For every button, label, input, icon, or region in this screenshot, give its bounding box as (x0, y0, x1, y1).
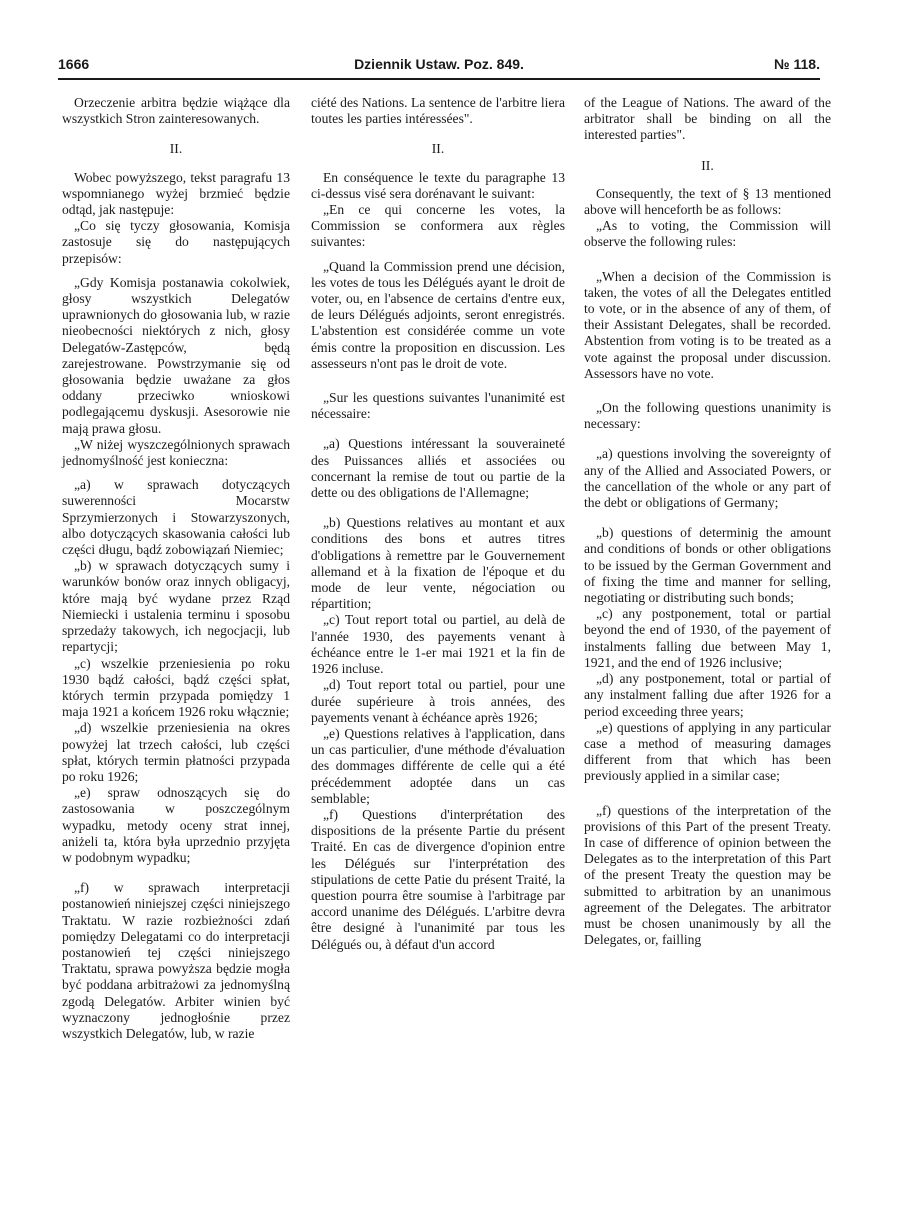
pl-voting-rule: „Gdy Komisja postanawia cokolwiek, głosy wszystkich Delegatów uprawnionych do głosowania lub, w razie nieobecności niektórych z nich, głosy Delegatów-Zastępców, będą zarejestrowane. Powstrzymanie się od głosowania będzie uważane za głos oddany przeciwko wnioskowi podlegającemu dyskusji. Asesorowie nie mają prawa głosu. (62, 274, 290, 436)
fr-consequence: En conséquence le texte du paragraphe 13 ci-dessus visé sera dorénavant le suivant: (311, 169, 565, 201)
issue-number: № 118. (774, 56, 820, 72)
fr-item-c: „c) Tout report total ou partiel, au delà de l'année 1930, des payements venant à échéance entre le 1-er mai 1921 et la fin de 1926 incluse. (311, 612, 565, 677)
pl-intro: Orzeczenie arbitra będzie wiążące dla wszystkich Stron zainteresowanych. (62, 95, 290, 127)
page-number: 1666 (58, 56, 90, 72)
en-consequently: Consequently, the text of § 13 mentioned above will henceforth be as follows: (584, 185, 831, 218)
polish-column (62, 95, 290, 1042)
en-voting-rule: „When a decision of the Commission is taken, the votes of all the Delegates entitled to vote, or in the absence of any of them, of their Assistant Delegates, shall be recorded. Abstention from voting is to be treated as a vote against the proposal under discussion. Assessors have no vote. (584, 268, 831, 381)
fr-item-b: „b) Questions relatives au montant et aux conditions des bons et autres titres d'obligations à remettre par le Gouvernement allemand et à la fixation de l'époque et du mode de leur vente, négociation ou répartition; (311, 515, 565, 612)
english-column (584, 95, 831, 948)
french-column (311, 95, 565, 953)
en-item-f: „f) questions of the interpretation of the provisions of this Part of the present Treaty. In case of difference of opinion between the Delegates as to the interpretation of this Part of the present Treaty the question may be submitted to arbitration by an unanimous agreement of the Delegates. The arbitrator must be chosen unanimously by all the Delegates, or, failling (584, 802, 831, 948)
en-item-c: „c) any postponement, total or partial beyond the end of 1930, of the payement of instalments falling due between May 1, 1921, and the end of 1926 inclusive; (584, 606, 831, 670)
pl-item-b: „b) w sprawach dotyczących sumy i warunków bonów oraz innych obligacyj, które mają być wydane przez Rząd Niemiecki i ustalenia terminu i sposobu sprzedaży takowych, ich negocjacji, lub repartycji; (62, 558, 290, 655)
pl-section-heading: II. (169, 141, 183, 157)
en-item-e: „e) questions of applying in any particular case a method of measuring damages different from that which has been previously applied in a similar case; (584, 719, 831, 784)
journal-title: Dziennik Ustaw. Poz. 849. (354, 56, 524, 72)
en-item-b: „b) questions of determinig the amount and conditions of bonds or other obligations to be issued by the German Government and of fixing the time and manner for selling, negotiating or distributing such bonds; (584, 525, 831, 606)
fr-voting-intro: „En ce qui concerne les votes, la Commission se conformera aux règles suivantes: (311, 202, 565, 250)
pl-item-f: „f) w sprawach interpretacji postanowień niniejszej części niniejszego Traktatu. W razie rozbieżności zdań pomiędzy Delegatami co do interpretacji postanowień tej części niniejszego Traktatu, sprawa powyższa będzie mogła być poddana arbitrażowi za jednomyślną zgodą Delegatów. Arbiter winien być wyznaczony jednogłośnie przez wszystkich Delegatów, lub, w razie (62, 880, 290, 1041)
en-unanimity-intro: „On the following questions unanimity is necessary: (584, 400, 831, 432)
header-rule (58, 78, 820, 80)
fr-item-e: „e) Questions relatives à l'application, dans un cas particulier, d'une méthode d'évaluation des dommages différente de celle qui a été précédemment adoptée dans un cas semblable; (311, 725, 565, 806)
en-item-a: „a) questions involving the sovereignty of any of the Allied and Associated Powers, or the cancellation of the whole or any part of the debt or obligations of Germany; (584, 446, 831, 511)
fr-section-heading: II. (431, 141, 445, 157)
fr-item-d: „d) Tout report total ou partiel, pour une durée supérieure à trois années, des payements venant à échéance après 1926; (311, 677, 565, 725)
pl-wobec: Wobec powyższego, tekst paragrafu 13 wspomnianego wyżej brzmieć będzie odtąd, jak następuje: (62, 169, 290, 218)
pl-item-c: „c) wszelkie przeniesienia po roku 1930 bądź całości, bądź części spłat, których termin przypada pomiędzy 1 maja 1921 a końcem 1926 roku włącznie; (62, 655, 290, 720)
fr-item-f: „f) Questions d'interprétation des dispositions de la présente Partie du présent Traité. En cas de divergence d'opinion entre les Délégués sur l'interprétation des stipulations de cette Patie du présent Traité, la question pourra être soumise à l'arbitrage par accord unanime des Délégués. L'arbitre devra être designé à l'unanimité par tous les Délégués ou, à défaut d'un accord (311, 806, 565, 952)
en-intro: of the League of Nations. The award of the arbitrator shall be binding on all the interested parties". (584, 95, 831, 143)
pl-item-d: „d) wszelkie przeniesienia na okres powyżej lat trzech całości, lub części spłat, których termin płatności przypada po roku 1926; (62, 720, 290, 784)
page-header (58, 56, 820, 78)
en-section-heading: II. (701, 157, 714, 173)
fr-intro: ciété des Nations. La sentence de l'arbitre liera toutes les parties intéressées". (311, 95, 565, 127)
fr-item-a: „a) Questions intéressant la souveraineté des Puissances alliés et associées ou concernant la remise de tout ou partie de la dette ou des obligations de l'Allemagne; (311, 436, 565, 501)
pl-item-e: „e) spraw odnoszących się do zastosowania w poszczególnym wypadku, metody oceny strat innej, aniżeli ta, która była uprzednio przyjęta w podobnym wypadku; (62, 785, 290, 865)
en-item-d: „d) any postponement, total or partial of any instalment falling due after 1926 for a period exceeding three years; (584, 671, 831, 719)
en-voting-intro: „As to voting, the Commission will observe the following rules: (584, 218, 831, 250)
pl-item-a: „a) w sprawach dotyczących suwerenności Mocarstw Sprzymierzonych i Stowarzyszonych, albo dotyczących skasowania całości lub części długu, bądź zobowiązań Niemiec; (62, 477, 290, 558)
pl-voting-intro: „Co się tyczy głosowania, Komisja zastosuje się do następujących przepisów: (62, 218, 290, 266)
pl-unanimity-intro: „W niżej wyszczególnionych sprawach jednomyślność jest konieczna: (62, 436, 290, 469)
fr-voting-rule: „Quand la Commission prend une décision, les votes de tous les Délégués ayant le droit de voter, ou, en l'absence de certains d'entre eux, de leurs Délégués adjoints, seront enregistrés. L'abstention est considérée comme un vote émis contre la proposition en discussion. Les assesseurs n'ont pas le droit de vote. (311, 258, 565, 371)
fr-unanimity-intro: „Sur les questions suivantes l'unanimité est nécessaire: (311, 390, 565, 422)
